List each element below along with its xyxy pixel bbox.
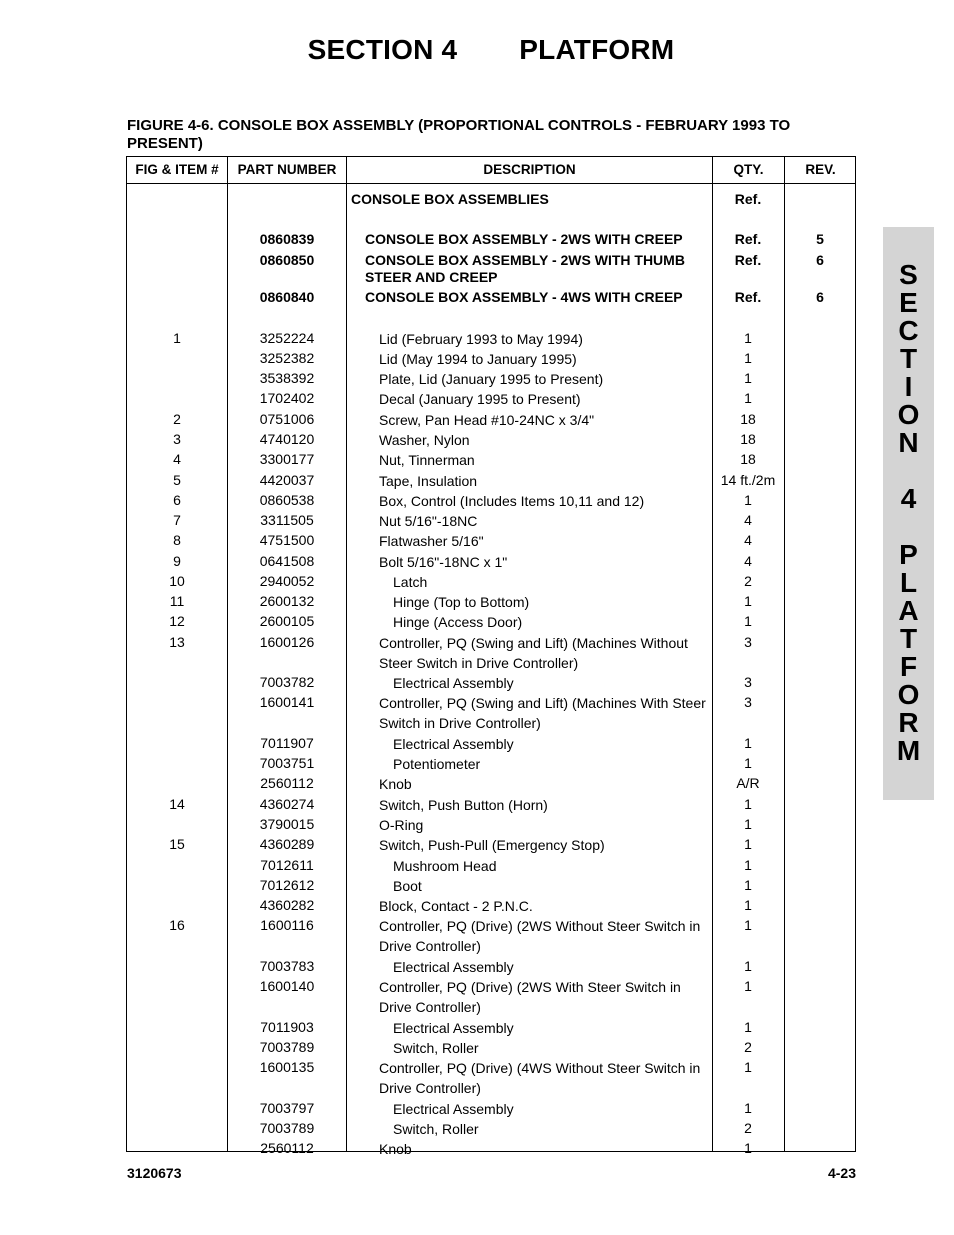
part-number-cell: 3311505 — [260, 512, 314, 528]
side-tab-letter: C — [898, 315, 919, 346]
description-cell: Washer, Nylon — [379, 431, 470, 448]
description-cell: Switch, Roller — [393, 1120, 479, 1137]
description-cell: Mushroom Head — [393, 857, 497, 874]
fig-item-cell: 4 — [173, 451, 181, 467]
description-cell: Electrical Assembly — [393, 735, 514, 752]
table-body — [127, 157, 857, 1157]
part-number-cell: 3252224 — [259, 330, 315, 346]
description-cell: Controller, PQ (Swing and Lift) (Machines Without Steer Switch in Drive Controller) — [379, 634, 688, 671]
description-cell: CONSOLE BOX ASSEMBLY - 2WS WITH CREEP — [365, 231, 683, 247]
part-number-cell: 4740120 — [259, 431, 315, 447]
qty-cell: 3 — [744, 674, 752, 690]
qty-cell: 1 — [744, 897, 752, 913]
qty-cell: 4 — [744, 532, 752, 548]
part-number-cell: 7003783 — [259, 958, 315, 974]
qty-cell: 1 — [744, 492, 752, 508]
fig-item-cell: 9 — [173, 553, 181, 569]
qty-cell: 1 — [744, 978, 752, 994]
header-part-number: PART NUMBER — [237, 162, 337, 177]
description-cell: CONSOLE BOX ASSEMBLY - 2WS WITH THUMB STEER AND CREEP — [365, 252, 685, 285]
fig-item-cell: 13 — [169, 634, 185, 650]
side-tab-letter: O — [897, 679, 920, 710]
qty-cell: 18 — [740, 451, 756, 467]
part-number-cell: 1702402 — [259, 390, 315, 406]
qty-cell: 4 — [744, 553, 752, 569]
qty-cell: 2 — [744, 573, 752, 589]
rev-cell: 6 — [816, 289, 824, 305]
fig-item-cell: 14 — [169, 796, 185, 812]
qty-cell: A/R — [736, 775, 760, 791]
description-cell: Electrical Assembly — [393, 1019, 514, 1036]
rev-cell: 6 — [816, 252, 824, 268]
part-number-cell: 7003789 — [259, 1039, 315, 1055]
qty-cell: 3 — [744, 634, 752, 650]
part-number-cell: 7012612 — [259, 877, 315, 893]
fig-item-cell: 12 — [169, 613, 185, 629]
header-rev: REV. — [805, 162, 836, 177]
description-cell: Knob — [379, 775, 412, 792]
qty-cell: 1 — [744, 593, 752, 609]
qty-cell: 2 — [744, 1039, 752, 1055]
qty-cell: 1 — [744, 735, 752, 751]
qty-cell: Ref. — [734, 252, 762, 268]
part-number-cell: 2940052 — [259, 573, 315, 589]
description-cell: Electrical Assembly — [393, 674, 514, 691]
qty-cell: 1 — [744, 1059, 752, 1075]
fig-item-cell: 6 — [173, 492, 181, 508]
part-number-cell: 2600132 — [259, 593, 315, 609]
description-cell: Screw, Pan Head #10-24NC x 3/4" — [379, 411, 595, 428]
part-number-cell: 3252382 — [259, 350, 315, 366]
description-cell: Lid (February 1993 to May 1994) — [379, 330, 583, 347]
qty-cell: 1 — [744, 350, 752, 366]
side-tab-spacer — [883, 457, 934, 485]
part-number-cell: 1600116 — [260, 917, 314, 933]
description-cell: Flatwasher 5/16" — [379, 532, 484, 549]
fig-item-cell: 1 — [173, 330, 181, 346]
side-tab-letter: O — [897, 399, 920, 430]
description-cell: Nut, Tinnerman — [379, 451, 475, 468]
qty-cell: 1 — [744, 836, 752, 852]
part-number-cell: 7012611 — [260, 857, 314, 873]
side-tab-spacer — [883, 513, 934, 541]
qty-cell: 1 — [744, 1019, 752, 1035]
qty-cell: 1 — [744, 917, 752, 933]
description-cell: Electrical Assembly — [393, 958, 514, 975]
description-cell: Controller, PQ (Drive) (2WS Without Steer Switch in Drive Controller) — [379, 917, 701, 954]
fig-item-cell: 3 — [173, 431, 181, 447]
qty-cell: 1 — [744, 330, 752, 346]
side-tab-letter: T — [899, 343, 918, 374]
section-heading — [0, 34, 954, 66]
description-cell: Block, Contact - 2 P.N.C. — [379, 897, 533, 914]
description-cell: Hinge (Access Door) — [393, 613, 523, 630]
side-tab-letter: P — [899, 539, 918, 570]
description-cell: Knob — [379, 1140, 412, 1157]
description-cell: Bolt 5/16"-18NC x 1" — [379, 553, 508, 570]
part-number-cell: 4751500 — [259, 532, 315, 548]
section-name: PLATFORM — [519, 34, 675, 65]
qty-cell: 1 — [744, 613, 752, 629]
qty-cell: 1 — [744, 370, 752, 386]
qty-cell: 3 — [744, 694, 752, 710]
part-number-cell: 3790015 — [259, 816, 315, 832]
header-qty: QTY. — [733, 162, 764, 177]
side-tab-letter: T — [899, 623, 918, 654]
part-number-cell: 1600141 — [259, 694, 315, 710]
qty-cell: Ref. — [734, 191, 762, 207]
fig-item-cell: 16 — [169, 917, 185, 933]
part-number-cell: 0641508 — [259, 553, 315, 569]
qty-cell: 1 — [744, 1100, 752, 1116]
description-cell: Switch, Push Button (Horn) — [379, 796, 548, 813]
part-number-cell: 7011907 — [260, 735, 314, 751]
fig-item-cell: 10 — [169, 573, 185, 589]
part-number-cell: 4360282 — [259, 897, 315, 913]
part-number-cell: 7003782 — [259, 674, 315, 690]
description-cell: Hinge (Top to Bottom) — [393, 593, 530, 610]
part-number-cell: 4420037 — [259, 472, 315, 488]
side-tab-letter: F — [899, 651, 918, 682]
part-number-cell: 3300177 — [259, 451, 315, 467]
side-tab-letter: I — [904, 371, 913, 402]
qty-cell: 14 ft./2m — [720, 472, 776, 488]
part-number-cell: 1600135 — [259, 1059, 315, 1075]
side-tab-letter: L — [899, 567, 918, 598]
part-number-cell: 2560112 — [260, 1140, 314, 1156]
section-side-tab — [883, 227, 934, 800]
part-number-cell: 4360289 — [259, 836, 315, 852]
side-tab-letter: M — [896, 735, 921, 766]
side-tab-letter: R — [898, 707, 919, 738]
description-cell: CONSOLE BOX ASSEMBLIES — [351, 191, 549, 207]
part-number-cell: 0860839 — [259, 231, 315, 247]
description-cell: Tape, Insulation — [379, 472, 478, 489]
side-tab-letter: S — [899, 259, 918, 290]
part-number-cell: 7003789 — [259, 1120, 315, 1136]
parts-table — [126, 156, 856, 1157]
qty-cell: 4 — [744, 512, 752, 528]
part-number-cell: 0860538 — [259, 492, 315, 508]
qty-cell: Ref. — [734, 289, 762, 305]
part-number-cell: 4360274 — [259, 796, 315, 812]
qty-cell: 1 — [744, 390, 752, 406]
side-tab-letter: 4 — [900, 483, 917, 514]
qty-cell: 18 — [740, 411, 756, 427]
rev-cell: 5 — [816, 231, 824, 247]
part-number-cell: 7011903 — [260, 1019, 314, 1035]
section-label: SECTION 4 — [307, 34, 458, 65]
qty-cell: 1 — [744, 755, 752, 771]
description-cell: Nut 5/16"-18NC — [379, 512, 478, 529]
fig-item-cell: 7 — [173, 512, 181, 528]
description-cell: Plate, Lid (January 1995 to Present) — [379, 370, 604, 387]
header-fig-item: FIG & ITEM # — [135, 162, 219, 177]
fig-item-cell: 5 — [173, 472, 181, 488]
description-cell: Latch — [393, 573, 428, 590]
description-cell: Controller, PQ (Drive) (2WS With Steer Switch in Drive Controller) — [379, 978, 681, 1015]
part-number-cell: 1600126 — [259, 634, 315, 650]
qty-cell: 1 — [744, 1140, 752, 1156]
part-number-cell: 2600105 — [259, 613, 315, 629]
description-cell: CONSOLE BOX ASSEMBLY - 4WS WITH CREEP — [365, 289, 683, 305]
part-number-cell: 7003797 — [259, 1100, 315, 1116]
figure-title: FIGURE 4-6. CONSOLE BOX ASSEMBLY (PROPORTIONAL CONTROLS - FEBRUARY 1993 TO PRESENT) — [127, 117, 791, 152]
side-tab-letter: E — [899, 287, 918, 318]
part-number-cell: 7003751 — [259, 755, 315, 771]
side-tab-label — [883, 261, 934, 765]
side-tab-letter: A — [898, 595, 919, 626]
doc-number: 3120673 — [127, 1165, 182, 1181]
qty-cell: 1 — [744, 877, 752, 893]
part-number-cell: 0860850 — [259, 252, 315, 268]
qty-cell: 1 — [744, 816, 752, 832]
part-number-cell: 3538392 — [259, 370, 315, 386]
description-cell: O-Ring — [379, 816, 424, 833]
description-cell: Lid (May 1994 to January 1995) — [379, 350, 577, 367]
fig-item-cell: 15 — [169, 836, 185, 852]
fig-item-cell: 8 — [173, 532, 181, 548]
fig-item-cell: 11 — [169, 593, 185, 609]
description-cell: Electrical Assembly — [393, 1100, 514, 1117]
description-cell: Controller, PQ (Drive) (4WS Without Steer Switch in Drive Controller) — [379, 1059, 701, 1096]
part-number-cell: 0751006 — [259, 411, 315, 427]
side-tab-letter: N — [898, 427, 919, 458]
qty-cell: 1 — [744, 857, 752, 873]
qty-cell: 1 — [744, 958, 752, 974]
qty-cell: Ref. — [734, 231, 762, 247]
header-description: DESCRIPTION — [483, 162, 576, 177]
description-cell: Switch, Push-Pull (Emergency Stop) — [379, 836, 605, 853]
part-number-cell: 2560112 — [260, 775, 314, 791]
description-cell: Box, Control (Includes Items 10,11 and 12) — [379, 492, 645, 509]
part-number-cell: 1600140 — [259, 978, 315, 994]
qty-cell: 2 — [744, 1120, 752, 1136]
description-cell: Controller, PQ (Swing and Lift) (Machines With Steer Switch in Drive Controller) — [379, 694, 706, 731]
description-cell: Potentiometer — [393, 755, 481, 772]
fig-item-cell: 2 — [173, 411, 181, 427]
qty-cell: 18 — [740, 431, 756, 447]
page-number: 4-23 — [827, 1165, 856, 1181]
description-cell: Decal (January 1995 to Present) — [379, 390, 581, 407]
description-cell: Boot — [393, 877, 422, 894]
part-number-cell: 0860840 — [259, 289, 315, 305]
description-cell: Switch, Roller — [393, 1039, 479, 1056]
qty-cell: 1 — [744, 796, 752, 812]
